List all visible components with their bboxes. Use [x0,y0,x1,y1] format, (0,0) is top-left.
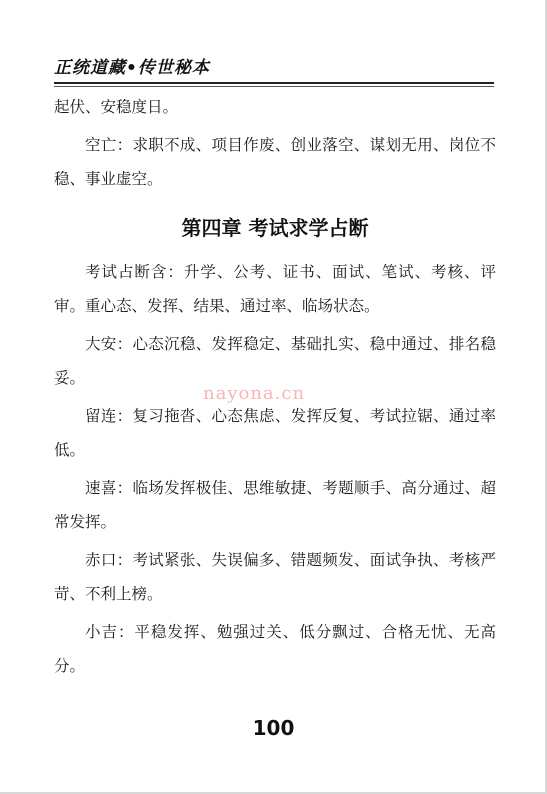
running-header [54,56,494,80]
page-number: 100 [252,716,295,740]
paragraph: 小吉：平稳发挥、勉强过关、低分飘过、合格无忧、无高分。 [54,623,496,675]
paragraph: 空亡：求职不成、项目作废、创业落空、谋划无用、岗位不稳、事业虚空。 [54,136,496,188]
watermark: nayona.cn [203,383,306,404]
paragraph: 速喜：临场发挥极佳、思维敏捷、考题顺手、高分通过、超常发挥。 [54,479,496,531]
paragraph: 赤口：考试紧张、失误偏多、错题频发、面试争执、考核严苛、不利上榜。 [54,551,496,603]
paragraph: 考试占断含：升学、公考、证书、面试、笔试、考核、评审。重心态、发挥、结果、通过率、临场状态。 [54,263,496,315]
chapter-title: 第四章 考试求学占断 [181,216,369,240]
paragraph: 留连：复习拖沓、心态焦虑、发挥反复、考试拉锯、通过率低。 [54,407,496,459]
paragraph: 大安：心态沉稳、发挥稳定、基础扎实、稳中通过、排名稳妥。 [54,335,496,387]
paragraph: 起伏、安稳度日。 [54,98,179,116]
book-title: 正统道藏•传世秘本 [54,58,210,78]
header-rule [54,82,494,84]
header-rule-thin [54,86,494,87]
